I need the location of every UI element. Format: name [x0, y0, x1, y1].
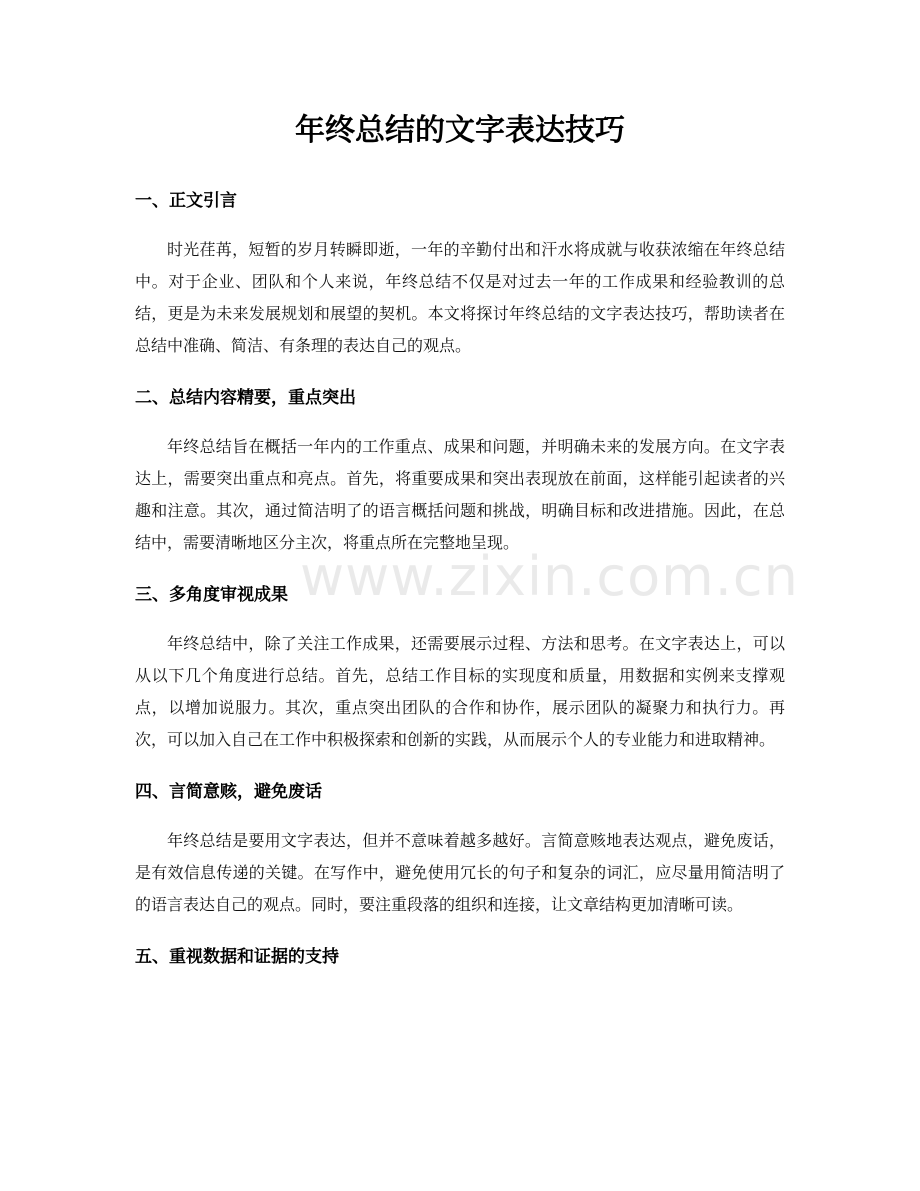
section-concise-writing: [135, 776, 785, 921]
section-introduction: [135, 185, 785, 362]
watermark: www.zixin.com.cn: [300, 545, 799, 608]
section-heading: 四、言简意赅，避免废话: [135, 782, 322, 802]
document-title: 年终总结的文字表达技巧: [295, 113, 625, 148]
section-data-evidence: [135, 941, 785, 973]
section-paragraph: 时光荏苒，短暂的岁月转瞬即逝，一年的辛勤付出和汗水将成就与收获浓缩在年终总结中。对于企业、团队和个人来说，年终总结不仅是对过去一年的工作成果和经验教训的总结，更是为未来发展规划和展望的契机。本文将探讨年终总结的文字表达技巧，帮助读者在总结中准确、简洁、有条理的表达自己的观点。: [135, 240, 785, 355]
section-paragraph: 年终总结旨在概括一年内的工作重点、成果和问题，并明确未来的发展方向。在文字表达上，需要突出重点和亮点。首先，将重要成果和突出表现放在前面，这样能引起读者的兴趣和注意。其次，通过简洁明了的语言概括问题和挑战，明确目标和改进措施。因此，在总结中，需要清晰地区分主次，将重点所在完整地呈现。: [135, 437, 785, 552]
section-heading: 三、多角度审视成果: [135, 585, 288, 605]
section-multi-angle-review: [135, 579, 785, 756]
section-paragraph: 年终总结中，除了关注工作成果，还需要展示过程、方法和思考。在文字表达上，可以从以下几个角度进行总结。首先，总结工作目标的实现度和质量，用数据和实例来支撑观点，以增加说服力。其次，重点突出团队的合作和协作，展示团队的凝聚力和执行力。再次，可以加入自己在工作中积极探索和创新的实践，从而展示个人的专业能力和进取精神。: [135, 634, 785, 749]
section-heading: 一、正文引言: [135, 191, 237, 211]
section-heading: 二、总结内容精要，重点突出: [135, 388, 356, 408]
section-heading: 五、重视数据和证据的支持: [135, 947, 339, 967]
section-key-points: [135, 382, 785, 559]
section-paragraph: 年终总结是要用文字表达，但并不意味着越多越好。言简意赅地表达观点，避免废话，是有效信息传递的关键。在写作中，避免使用冗长的句子和复杂的词汇，应尽量用简洁明了的语言表达自己的观点。同时，要注重段落的组织和连接，让文章结构更加清晰可读。: [135, 831, 785, 914]
document-body: [135, 185, 799, 973]
